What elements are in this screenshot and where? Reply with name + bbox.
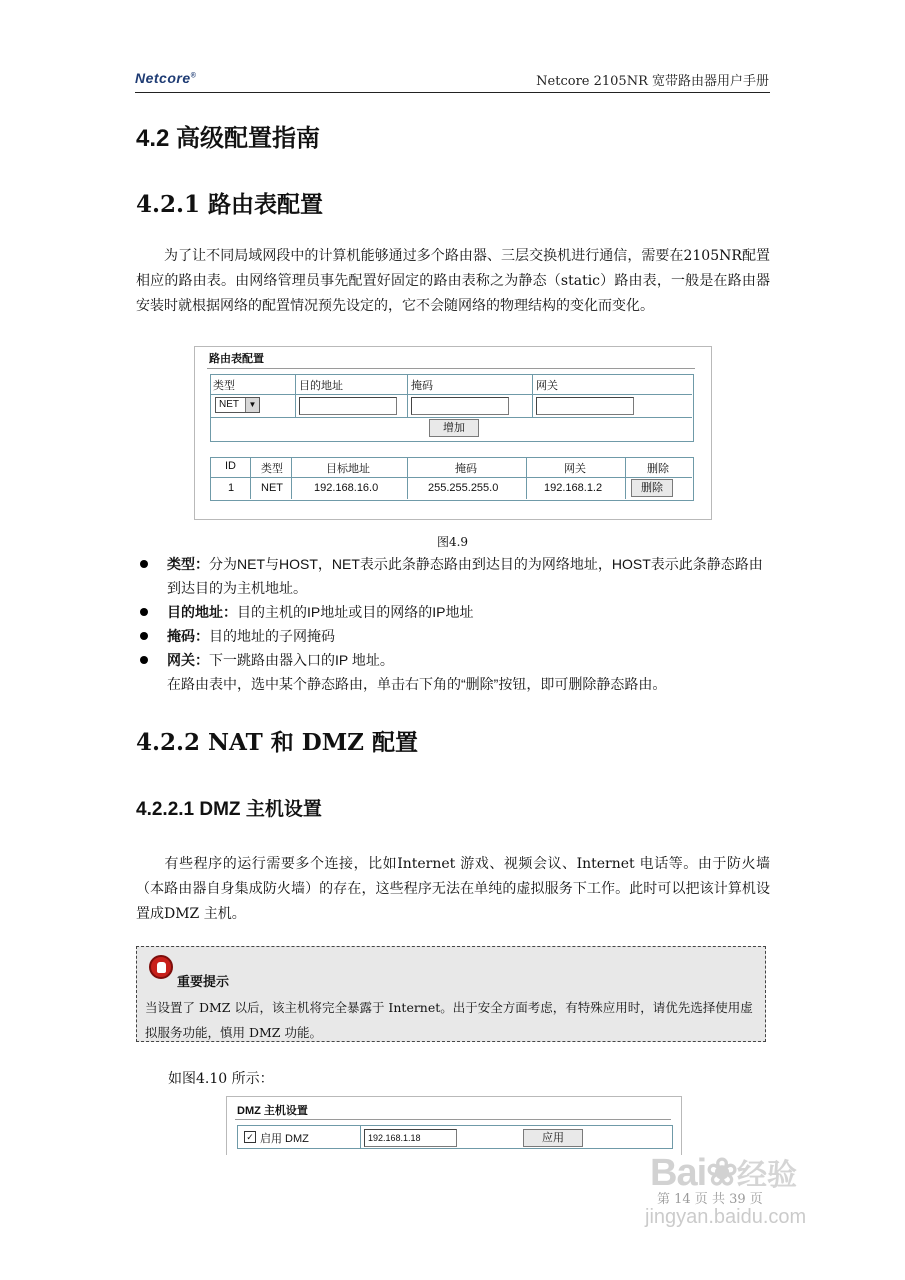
heading-4-2-2-1: 4.2.2.1 DMZ 主机设置 [136,799,322,820]
bullet-type: 类型：分为NET与HOST，NET表示此条静态路由到达目的为网络地址，HOST表示此条静态路由到达目的为主机地址。 [140,552,770,600]
form-header-gateway: 网关 [536,380,558,392]
bullet-mask: 掩码：目的地址的子网掩码 [140,624,770,648]
bullet-icon [140,560,148,568]
route-field-descriptions [140,552,770,696]
row-type: NET [261,482,283,494]
important-notice [136,946,766,1042]
destination-input[interactable] [299,397,397,415]
row-mask: 255.255.255.0 [428,482,499,494]
dmz-ip-input[interactable]: 192.168.1.18 [364,1129,457,1147]
apply-button[interactable]: 应用 [523,1129,583,1147]
table-header-mask: 掩码 [455,463,477,475]
bullet-destination: 目的地址：目的主机的IP地址或目的网络的IP地址 [140,600,770,624]
notice-title: 重要提示 [177,975,230,990]
delete-route-button[interactable]: 删除 [631,479,673,497]
form-header-type: 类型 [213,380,235,392]
document-title: Netcore 2105NR 宽带路由器用户手册 [536,74,769,89]
route-figure-rule [207,368,695,369]
col-sep-4 [526,457,527,499]
heading-4-2: 4.2 高级配置指南 [136,125,321,152]
bullet-icon [140,632,148,640]
paw-icon: ❀ [706,1152,737,1194]
bullet-gateway: 网关：下一跳路由器入口的IP 地址。 [140,648,770,672]
chevron-down-icon: ▼ [245,398,259,412]
form-header-destination: 目的地址 [299,380,343,392]
stop-hand-icon [149,955,173,979]
dmz-figure-rule [235,1119,671,1120]
dmz-figure-title: DMZ 主机设置 [237,1105,308,1117]
row-destination: 192.168.16.0 [314,482,379,494]
heading-4-2-1: 4.2.1 路由表配置 [136,191,324,218]
figure-4-9-caption: 图4.9 [436,535,469,549]
route-type-value: NET [219,399,239,410]
bullet-icon [140,608,148,616]
header-divider [135,92,770,93]
table-header-delete: 删除 [647,463,669,475]
table-header-destination: 目标地址 [326,463,370,475]
col-sep-1 [250,457,251,499]
enable-dmz-checkbox[interactable]: ✓ [244,1131,256,1143]
baidu-jingyan-watermark: Bai❀经验 jingyan.baidu.com [645,1152,807,1228]
route-intro-paragraph: 为了让不同局域网段中的计算机能够通过多个路由器、三层交换机进行通信，需要在2105NR配置相应的路由表。由网络管理员事先配置好固定的路由表称之为静态（static）路由表，一般是在路由器安装时就根据网络的配置情况预先设定的，它不会随网络的物理结构的变化而变化。 [136,248,770,314]
dmz-host-figure [226,1096,682,1155]
add-route-button[interactable]: 增加 [429,419,479,437]
table-header-type: 类型 [261,463,283,475]
row-gateway: 192.168.1.2 [544,482,603,494]
gateway-input[interactable] [536,397,634,415]
netcore-logo: Netcore® [135,70,197,86]
form-header-mask: 掩码 [411,380,433,392]
bullet-icon [140,656,148,664]
notice-text: 当设置了 DMZ 以后，该主机将完全暴露于 Internet。出于安全方面考虑，有特殊应用时，请优先选择使用虚拟服务功能，慎用 DMZ 功能。 [145,1000,753,1040]
enable-dmz-label: 启用 DMZ [260,1133,309,1145]
route-type-select[interactable] [215,397,260,413]
row-id: 1 [228,482,235,494]
figure-4-10-reference: 如图4.10 所示： [168,1071,274,1087]
col-sep-2 [291,457,292,499]
heading-4-2-2: 4.2.2 NAT 和 DMZ 配置 [136,729,418,756]
mask-input[interactable] [411,397,509,415]
dmz-intro-paragraph: 有些程序的运行需要多个连接，比如Internet 游戏、视频会议、Internet 电话等。由于防火墙（本路由器自身集成防火墙）的存在，这些程序无法在单纯的虚拟服务下工作。此时可以把该计算机设置成DMZ 主机。 [136,856,770,922]
table-header-id: ID [225,460,236,472]
page-number: 第 14 页 共 39 页 [657,1192,763,1207]
route-table-figure [194,346,712,520]
delete-note: 在路由表中，选中某个静态路由，单击右下角的“删除”按钮，即可删除静态路由。 [167,676,667,692]
col-sep-3 [407,457,408,499]
route-figure-title: 路由表配置 [209,353,264,365]
table-header-gateway: 网关 [564,463,586,475]
col-sep-5 [625,457,626,499]
